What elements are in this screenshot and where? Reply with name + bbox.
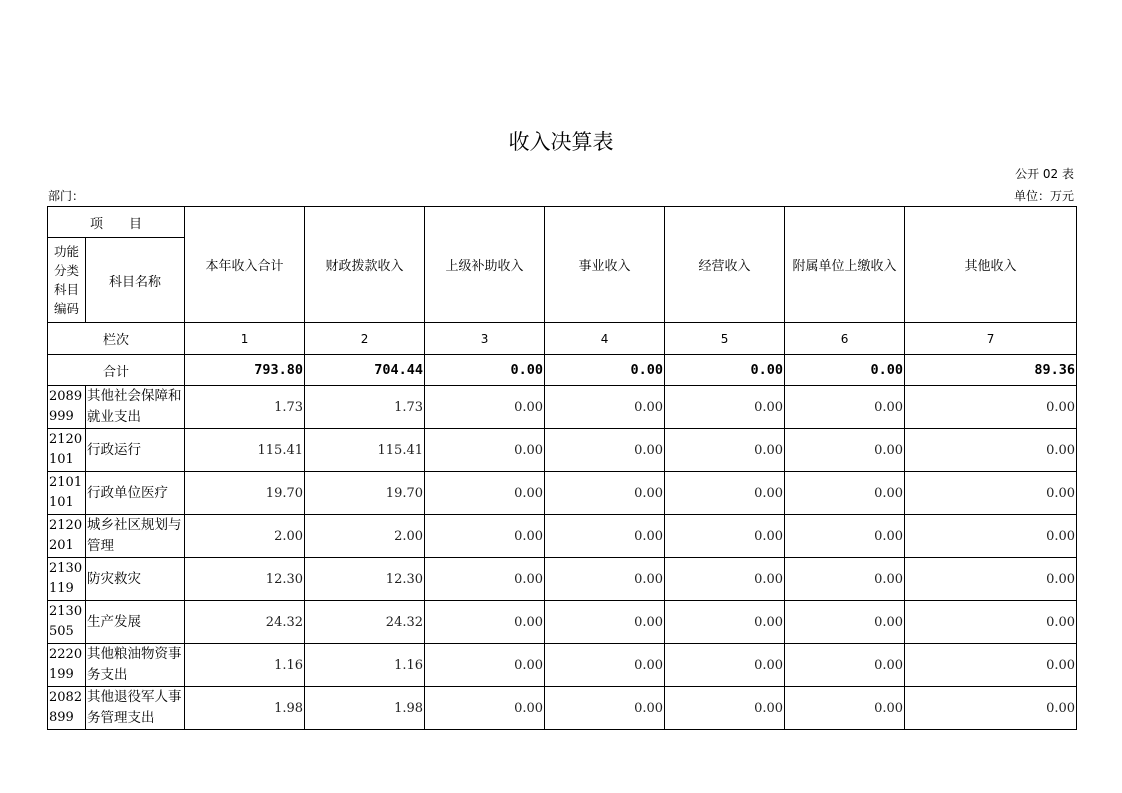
amount-cell: 19.70 (185, 472, 305, 515)
subject-code: 2130119 (48, 558, 86, 601)
total-value: 0.00 (665, 355, 785, 386)
amount-cell: 115.41 (305, 429, 425, 472)
column-header: 附属单位上缴收入 (785, 207, 905, 323)
amount-cell: 0.00 (905, 386, 1077, 429)
amount-cell: 0.00 (905, 644, 1077, 687)
column-number: 5 (665, 323, 785, 355)
table-row (48, 687, 1077, 730)
column-header: 事业收入 (545, 207, 665, 323)
report-title: 收入决算表 (508, 130, 614, 154)
amount-cell: 1.16 (305, 644, 425, 687)
amount-cell: 0.00 (425, 386, 545, 429)
amount-cell: 1.73 (305, 386, 425, 429)
amount-cell: 0.00 (425, 429, 545, 472)
subject-code: 2120201 (48, 515, 86, 558)
subject-code: 2120101 (48, 429, 86, 472)
table-row (48, 472, 1077, 515)
amount-cell: 0.00 (665, 472, 785, 515)
subject-name: 行政运行 (86, 429, 185, 472)
table-row (48, 386, 1077, 429)
column-number: 4 (545, 323, 665, 355)
column-header: 其他收入 (905, 207, 1077, 323)
amount-cell: 0.00 (905, 687, 1077, 730)
amount-cell: 0.00 (665, 601, 785, 644)
amount-cell: 2.00 (185, 515, 305, 558)
amount-cell: 24.32 (185, 601, 305, 644)
department-label: 部门： (48, 189, 85, 203)
amount-cell: 0.00 (665, 515, 785, 558)
amount-cell: 0.00 (905, 601, 1077, 644)
unit-label: 单位：万元 (1013, 189, 1074, 203)
amount-cell: 2.00 (305, 515, 425, 558)
code-header: 功能分类科目编码 (48, 238, 86, 323)
subject-name: 城乡社区规划与管理 (86, 515, 185, 558)
total-value: 0.00 (425, 355, 545, 386)
amount-cell: 12.30 (185, 558, 305, 601)
amount-cell: 0.00 (905, 429, 1077, 472)
amount-cell: 0.00 (545, 558, 665, 601)
subject-code: 2082899 (48, 687, 86, 730)
column-number: 3 (425, 323, 545, 355)
amount-cell: 0.00 (785, 515, 905, 558)
column-header: 财政拨款收入 (305, 207, 425, 323)
amount-cell: 24.32 (305, 601, 425, 644)
subject-code: 2130505 (48, 601, 86, 644)
amount-cell: 0.00 (785, 558, 905, 601)
table-row (48, 601, 1077, 644)
table-row (48, 558, 1077, 601)
form-number: 公开 02 表 (1015, 167, 1074, 181)
total-value: 89.36 (905, 355, 1077, 386)
amount-cell: 0.00 (665, 429, 785, 472)
total-value: 704.44 (305, 355, 425, 386)
subject-code: 2101101 (48, 472, 86, 515)
subject-name: 其他粮油物资事务支出 (86, 644, 185, 687)
amount-cell: 0.00 (425, 558, 545, 601)
amount-cell: 1.98 (305, 687, 425, 730)
total-value: 793.80 (185, 355, 305, 386)
column-number: 2 (305, 323, 425, 355)
column-header: 经营收入 (665, 207, 785, 323)
amount-cell: 0.00 (665, 644, 785, 687)
subject-name: 行政单位医疗 (86, 472, 185, 515)
amount-cell: 0.00 (545, 472, 665, 515)
total-value: 0.00 (785, 355, 905, 386)
amount-cell: 0.00 (785, 472, 905, 515)
amount-cell: 0.00 (665, 558, 785, 601)
amount-cell: 0.00 (425, 472, 545, 515)
column-number: 7 (905, 323, 1077, 355)
subject-name: 其他退役军人事务管理支出 (86, 687, 185, 730)
amount-cell: 1.98 (185, 687, 305, 730)
subject-name: 生产发展 (86, 601, 185, 644)
subject-name: 防灾救灾 (86, 558, 185, 601)
amount-cell: 0.00 (545, 644, 665, 687)
amount-cell: 19.70 (305, 472, 425, 515)
amount-cell: 0.00 (785, 687, 905, 730)
amount-cell: 1.16 (185, 644, 305, 687)
subject-code: 2220199 (48, 644, 86, 687)
income-statement-table (47, 206, 1077, 730)
amount-cell: 0.00 (785, 644, 905, 687)
row-index-label: 栏次 (48, 323, 185, 355)
subject-name: 其他社会保障和就业支出 (86, 386, 185, 429)
amount-cell: 0.00 (545, 386, 665, 429)
amount-cell: 12.30 (305, 558, 425, 601)
table-row (48, 644, 1077, 687)
name-header: 科目名称 (86, 238, 185, 323)
amount-cell: 0.00 (905, 515, 1077, 558)
subject-code: 2089999 (48, 386, 86, 429)
amount-cell: 0.00 (545, 429, 665, 472)
amount-cell: 0.00 (905, 558, 1077, 601)
amount-cell: 0.00 (785, 386, 905, 429)
amount-cell: 0.00 (785, 429, 905, 472)
amount-cell: 0.00 (665, 386, 785, 429)
amount-cell: 115.41 (185, 429, 305, 472)
total-label: 合计 (48, 355, 185, 386)
amount-cell: 0.00 (545, 515, 665, 558)
amount-cell: 0.00 (785, 601, 905, 644)
column-header: 上级补助收入 (425, 207, 545, 323)
amount-cell: 0.00 (425, 687, 545, 730)
amount-cell: 0.00 (425, 644, 545, 687)
amount-cell: 0.00 (905, 472, 1077, 515)
amount-cell: 1.73 (185, 386, 305, 429)
total-value: 0.00 (545, 355, 665, 386)
amount-cell: 0.00 (665, 687, 785, 730)
item-header: 项 目 (48, 207, 185, 238)
amount-cell: 0.00 (545, 601, 665, 644)
amount-cell: 0.00 (425, 601, 545, 644)
table-row (48, 515, 1077, 558)
amount-cell: 0.00 (545, 687, 665, 730)
column-number: 1 (185, 323, 305, 355)
column-header: 本年收入合计 (185, 207, 305, 323)
column-number: 6 (785, 323, 905, 355)
table-row (48, 429, 1077, 472)
amount-cell: 0.00 (425, 515, 545, 558)
